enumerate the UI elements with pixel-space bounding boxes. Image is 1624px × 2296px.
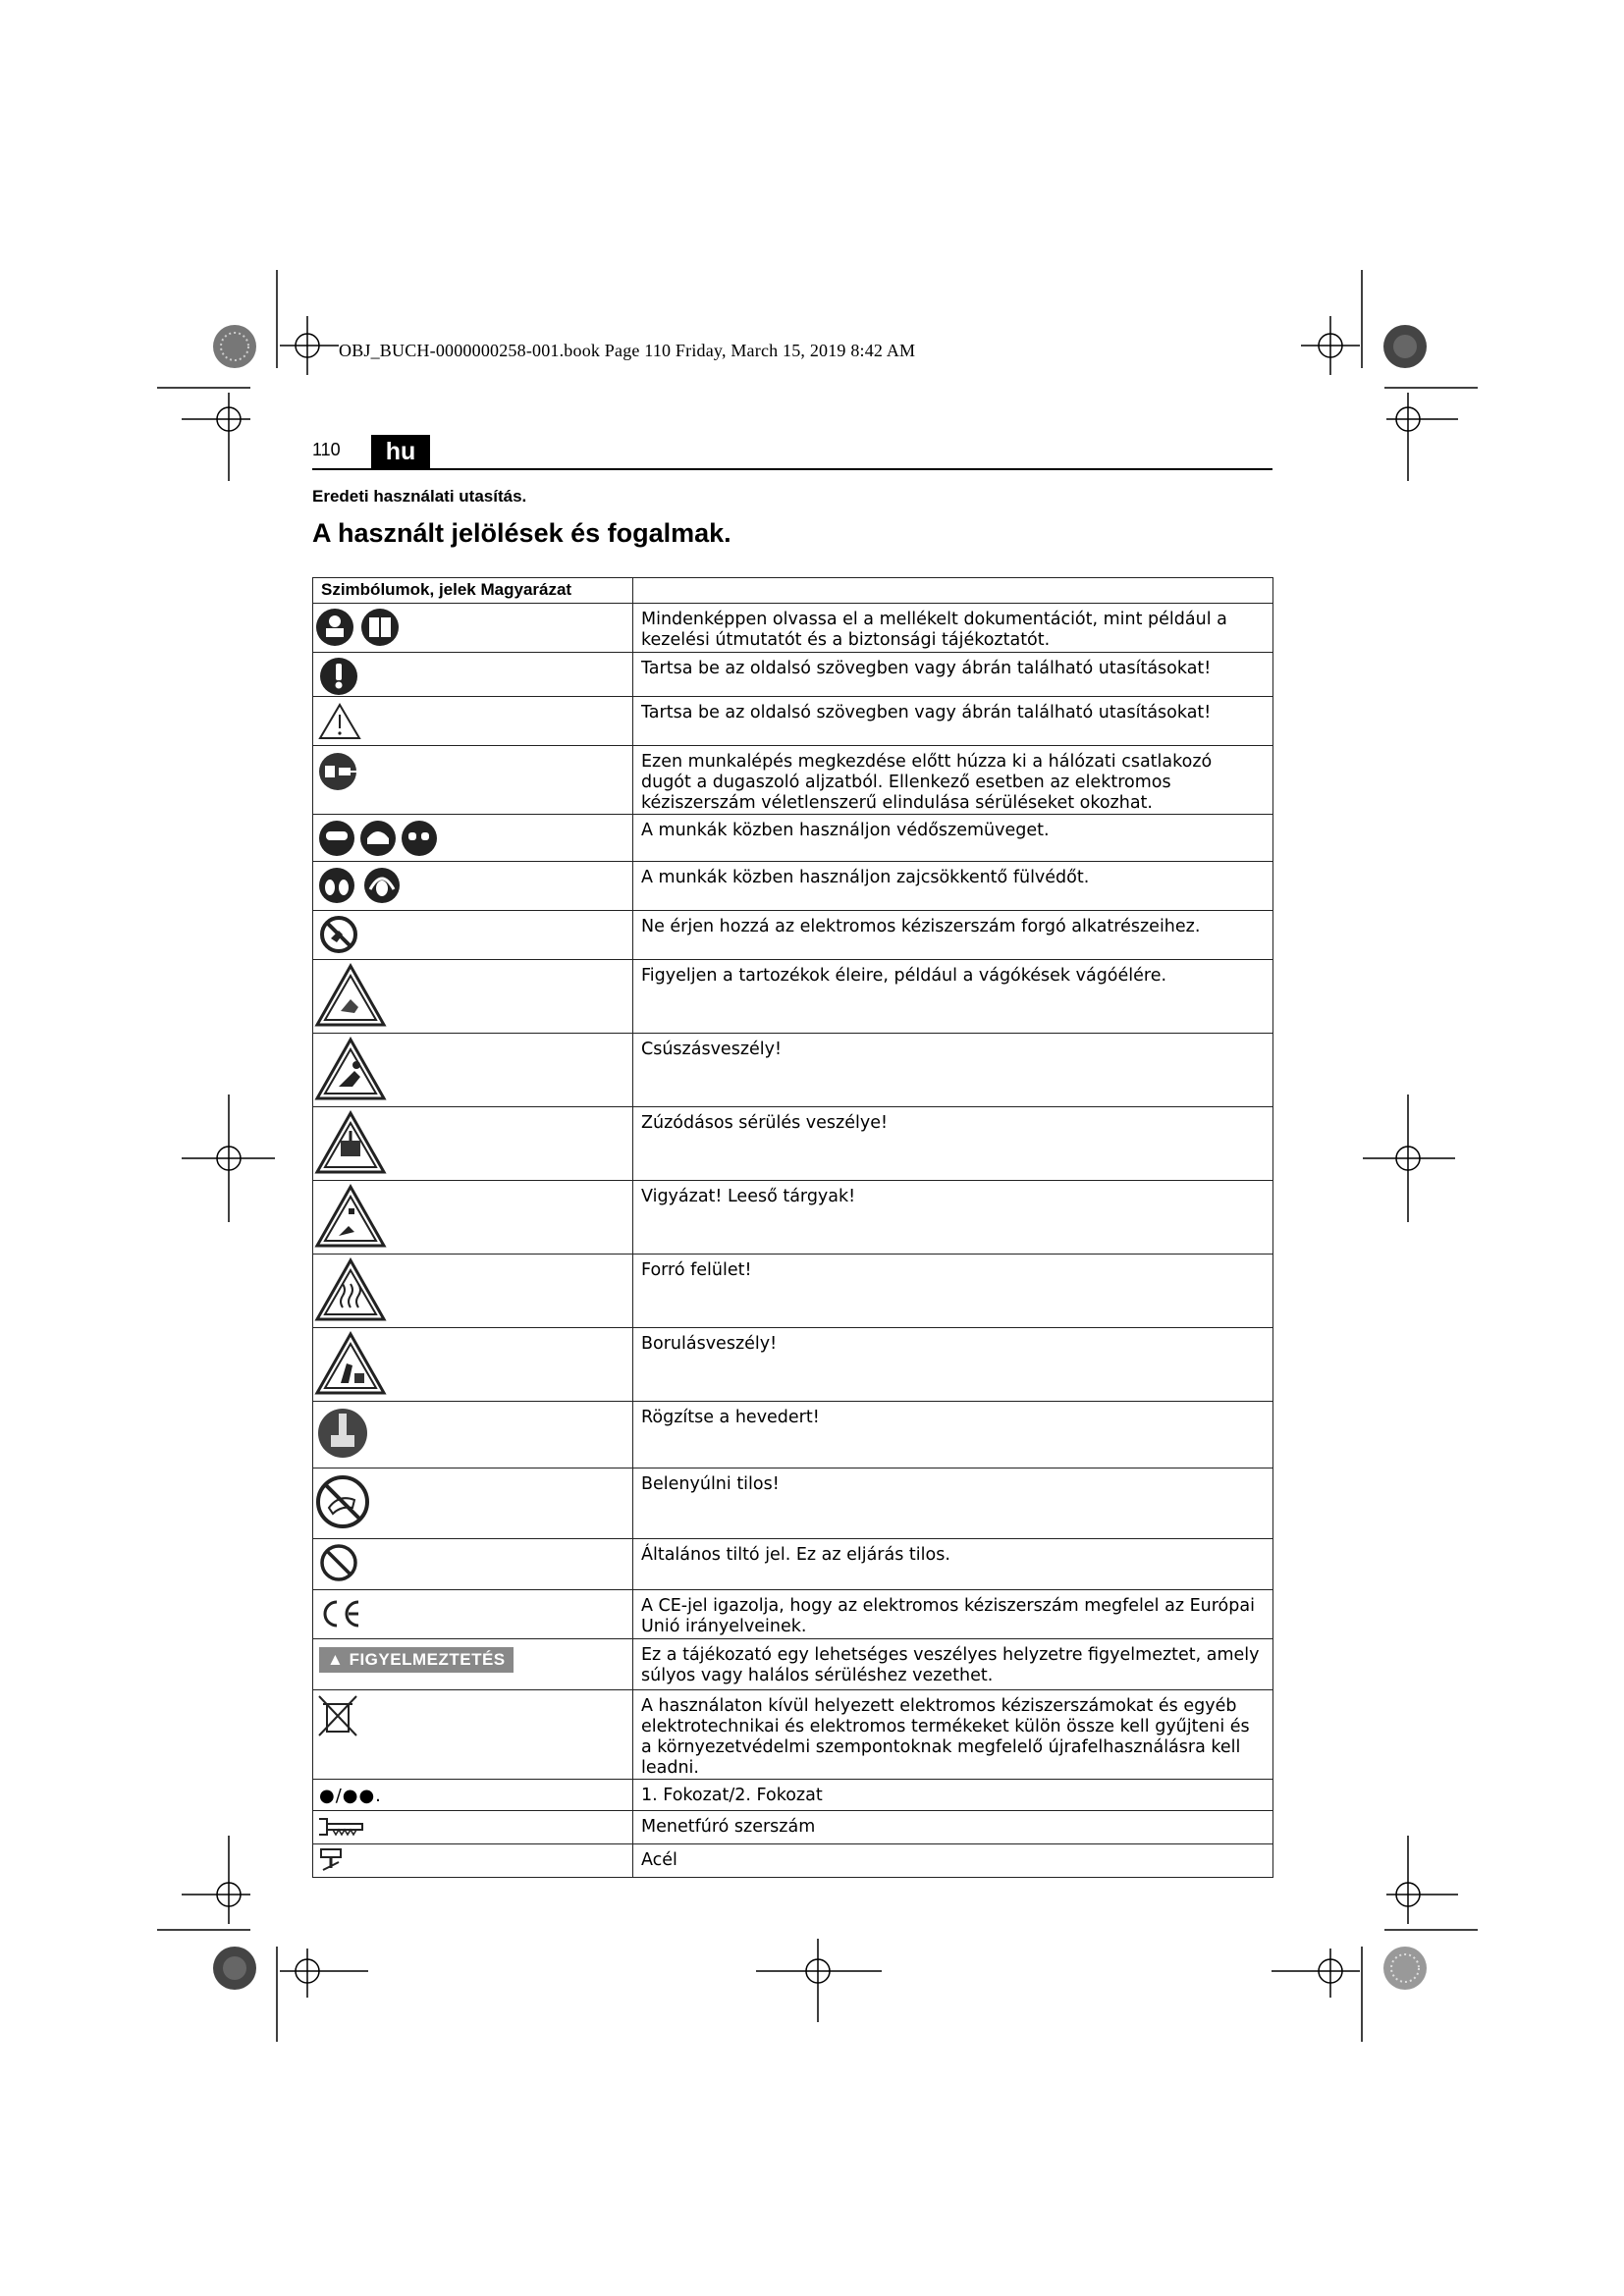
ce-mark-icon [313,1590,372,1635]
table-row [313,1690,1273,1780]
symbol-cell [313,1107,633,1181]
warning-triangle-icon [313,697,372,744]
symbol-cell [313,1811,633,1844]
header-rule [312,468,1272,470]
description-cell: A CE-jel igazolja, hogy az elektromos kéziszerszám megfelel az Európai Unió irányelveinek. [633,1590,1273,1639]
description-cell: Mindenképpen olvassa el a mellékelt dokumentációt, mint például a kezelési útmutatót és a biztonsági tájékoztatót. [633,604,1273,653]
language-badge: hu [371,435,430,468]
table-header: Szimbólumok, jelek Magyarázat [313,578,633,604]
weee-bin-icon [313,1690,372,1741]
symbol-cell [313,1690,633,1780]
table-header-row [313,578,1273,604]
symbol-cell [313,1181,633,1255]
table-row [313,604,1273,653]
table-row [313,1780,1273,1811]
table-row [313,1034,1273,1107]
table-row [313,1811,1273,1844]
crosshair-top-left [280,316,339,375]
hot-surface-icon [313,1255,392,1325]
book-info-line: OBJ_BUCH-0000000258-001.book Page 110 Friday, March 15, 2019 8:42 AM [339,341,916,360]
table-row [313,1468,1273,1539]
tap-tool-icon [313,1811,372,1841]
description-cell: Ez a tájékozató egy lehetséges veszélyes helyzetre figyelmeztet, amely súlyos vagy halálos sérüléshez vezethet. [633,1639,1273,1690]
description-cell: Menetfúró szerszám [633,1811,1273,1844]
exclamation-icon [313,653,372,696]
description-cell: Tartsa be az oldalsó szövegben vagy ábrán található utasításokat! [633,697,1273,746]
goggles-icons [313,815,451,860]
tip-over-icon [313,1328,392,1399]
table-row [313,1255,1273,1328]
description-cell: Figyeljen a tartozékok éleire, például a vágókések vágóélére. [633,960,1273,1034]
table-row [313,862,1273,911]
description-cell: Borulásveszély! [633,1328,1273,1402]
description-cell: A használaton kívül helyezett elektromos kéziszerszámokat és egyéb elektrotechnikai és elektromos termékeket külön össze kell gyűjteni és a környezetvédelmi szempontoknak megfelelő újrafelhasználásra kell leadni. [633,1690,1273,1780]
warning-triangle-icon: ▲ [327,1650,350,1669]
symbol-cell [313,1034,633,1107]
table-row [313,1402,1273,1468]
description-cell: Rögzítse a hevedert! [633,1402,1273,1468]
symbol-cell [313,1255,633,1328]
description-cell: 1. Fokozat/2. Fokozat [633,1780,1273,1811]
symbol-cell [313,604,633,653]
table-row [313,815,1273,862]
description-cell: Forró felület! [633,1255,1273,1328]
symbols-table [312,577,1273,1878]
symbol-cell [313,1639,633,1690]
falling-objects-icon [313,1181,392,1252]
description-cell: Csúszásveszély! [633,1034,1273,1107]
symbol-cell [313,960,633,1034]
description-cell: Ezen munkalépés megkezdése előtt húzza ki a hálózati csatlakozó dugót a dugaszoló aljzatból. Ellenkező esetben az elektromos kéziszerszám véletlenszerű elindulása sérüléseket okozhat. [633,746,1273,815]
symbol-cell [313,1844,633,1878]
read-manual-icons [313,604,411,651]
table-row [313,1844,1273,1878]
warning-label: ▲ FIGYELMEZTETÉS [319,1647,514,1673]
target-top-left [213,325,256,368]
prohibition-icon [313,1539,372,1584]
symbol-cell [313,1780,633,1811]
description-cell: A munkák közben használjon zajcsökkentő fülvédőt. [633,862,1273,911]
symbol-cell [313,911,633,960]
no-touch-icon [313,911,372,956]
page-number: 110 [312,440,341,459]
target-bottom-left [213,1947,256,1990]
table-row [313,697,1273,746]
symbol-cell [313,1468,633,1539]
symbol-cell [313,1590,633,1639]
symbol-cell [313,746,633,815]
description-cell: Ne érjen hozzá az elektromos kéziszerszám forgó alkatrészeihez. [633,911,1273,960]
symbol-cell [313,1402,633,1468]
document-subtitle: Eredeti használati utasítás. [312,487,527,506]
description-cell: Belenyúlni tilos! [633,1468,1273,1539]
table-row [313,911,1273,960]
crush-hazard-icon [313,1107,392,1178]
symbol-cell [313,1328,633,1402]
speed-levels: ●/●●. [319,1786,382,1806]
table-row [313,1181,1273,1255]
fasten-strap-icon [313,1402,382,1463]
target-bottom-right [1383,1947,1427,1990]
table-row [313,960,1273,1034]
table-row [313,1328,1273,1402]
description-cell: Acél [633,1844,1273,1878]
description-cell: Általános tiltó jel. Ez az eljárás tilos. [633,1539,1273,1590]
table-row [313,1590,1273,1639]
steel-icon [313,1844,372,1874]
ear-protection-icons [313,862,411,907]
target-top-right [1383,325,1427,368]
symbol-cell [313,697,633,746]
description-cell: Vigyázat! Leeső tárgyak! [633,1181,1273,1255]
unplug-icon [313,746,372,805]
crosshair-top-right [1301,316,1360,375]
no-reach-icon [313,1468,382,1533]
table-row [313,1107,1273,1181]
table-row [313,653,1273,697]
sharp-edges-icon [313,960,392,1031]
symbol-cell [313,1539,633,1590]
symbol-cell [313,653,633,697]
table-row [313,1639,1273,1690]
description-cell: A munkák közben használjon védőszemüveget. [633,815,1273,862]
slip-hazard-icon [313,1034,392,1104]
table-row [313,746,1273,815]
symbol-cell [313,815,633,862]
table-row [313,1539,1273,1590]
page-title: A használt jelölések és fogalmak. [312,518,731,548]
symbol-cell [313,862,633,911]
table-header-empty [633,578,1273,604]
description-cell: Tartsa be az oldalsó szövegben vagy ábrán található utasításokat! [633,653,1273,697]
description-cell: Zúzódásos sérülés veszélye! [633,1107,1273,1181]
